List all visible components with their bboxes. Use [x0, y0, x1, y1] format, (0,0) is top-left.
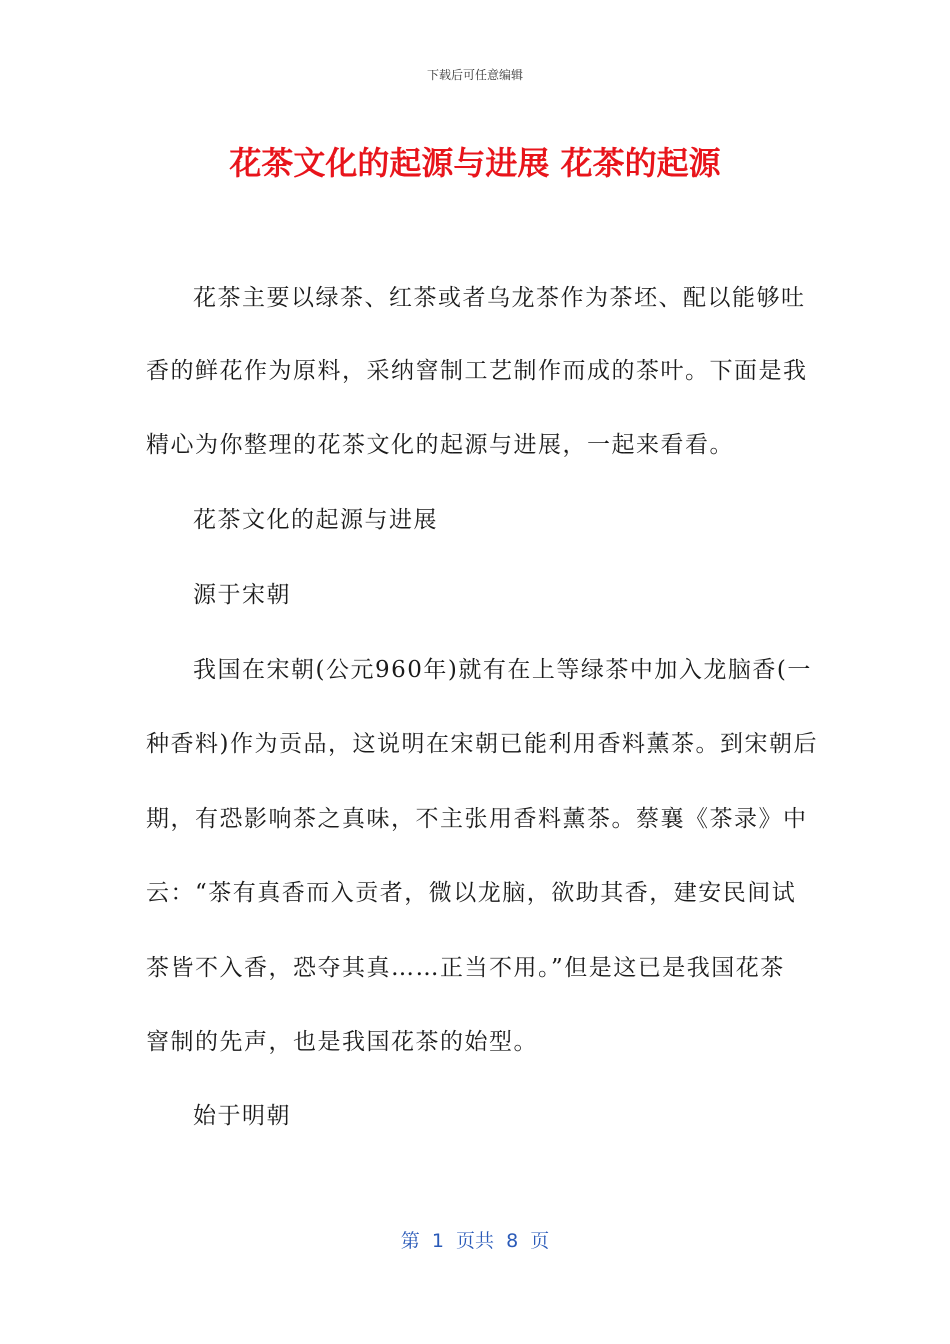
page-number-footer: 第 1 页共 8 页 — [400, 1230, 550, 1252]
header-note: 下载后可任意编辑 — [426, 68, 523, 82]
section-heading: 花茶文化的起源与进展 — [193, 507, 438, 533]
paragraph-line: 精心为你整理的花茶文化的起源与进展，一起来看看。 — [146, 432, 734, 458]
paragraph-line: 茶皆不入香，恐夺其真……正当不用。”但是这已是我国花茶 — [146, 955, 785, 981]
paragraph-line: 窨制的先声，也是我国花茶的始型。 — [146, 1029, 538, 1055]
paragraph-line: 花茶主要以绿茶、红茶或者乌龙茶作为茶坯、配以能够吐 — [193, 285, 806, 311]
subsection-heading: 始于明朝 — [193, 1103, 291, 1129]
paragraph-line: 期，有恐影响茶之真味，不主张用香料薰茶。蔡襄《茶录》中 — [146, 806, 808, 832]
paragraph-line: 香的鲜花作为原料，采纳窨制工艺制作而成的茶叶。下面是我 — [146, 358, 808, 384]
document-title: 花茶文化的起源与进展 花茶的起源 — [229, 144, 721, 182]
subsection-heading: 源于宋朝 — [193, 582, 291, 608]
paragraph-line: 我国在宋朝(公元960年)就有在上等绿茶中加入龙脑香(一 — [193, 657, 812, 683]
paragraph-line: 种香料)作为贡品，这说明在宋朝已能利用香料薰茶。到宋朝后 — [146, 731, 818, 757]
paragraph-line: 云：“茶有真香而入贡者，微以龙脑，欲助其香，建安民间试 — [146, 880, 797, 906]
